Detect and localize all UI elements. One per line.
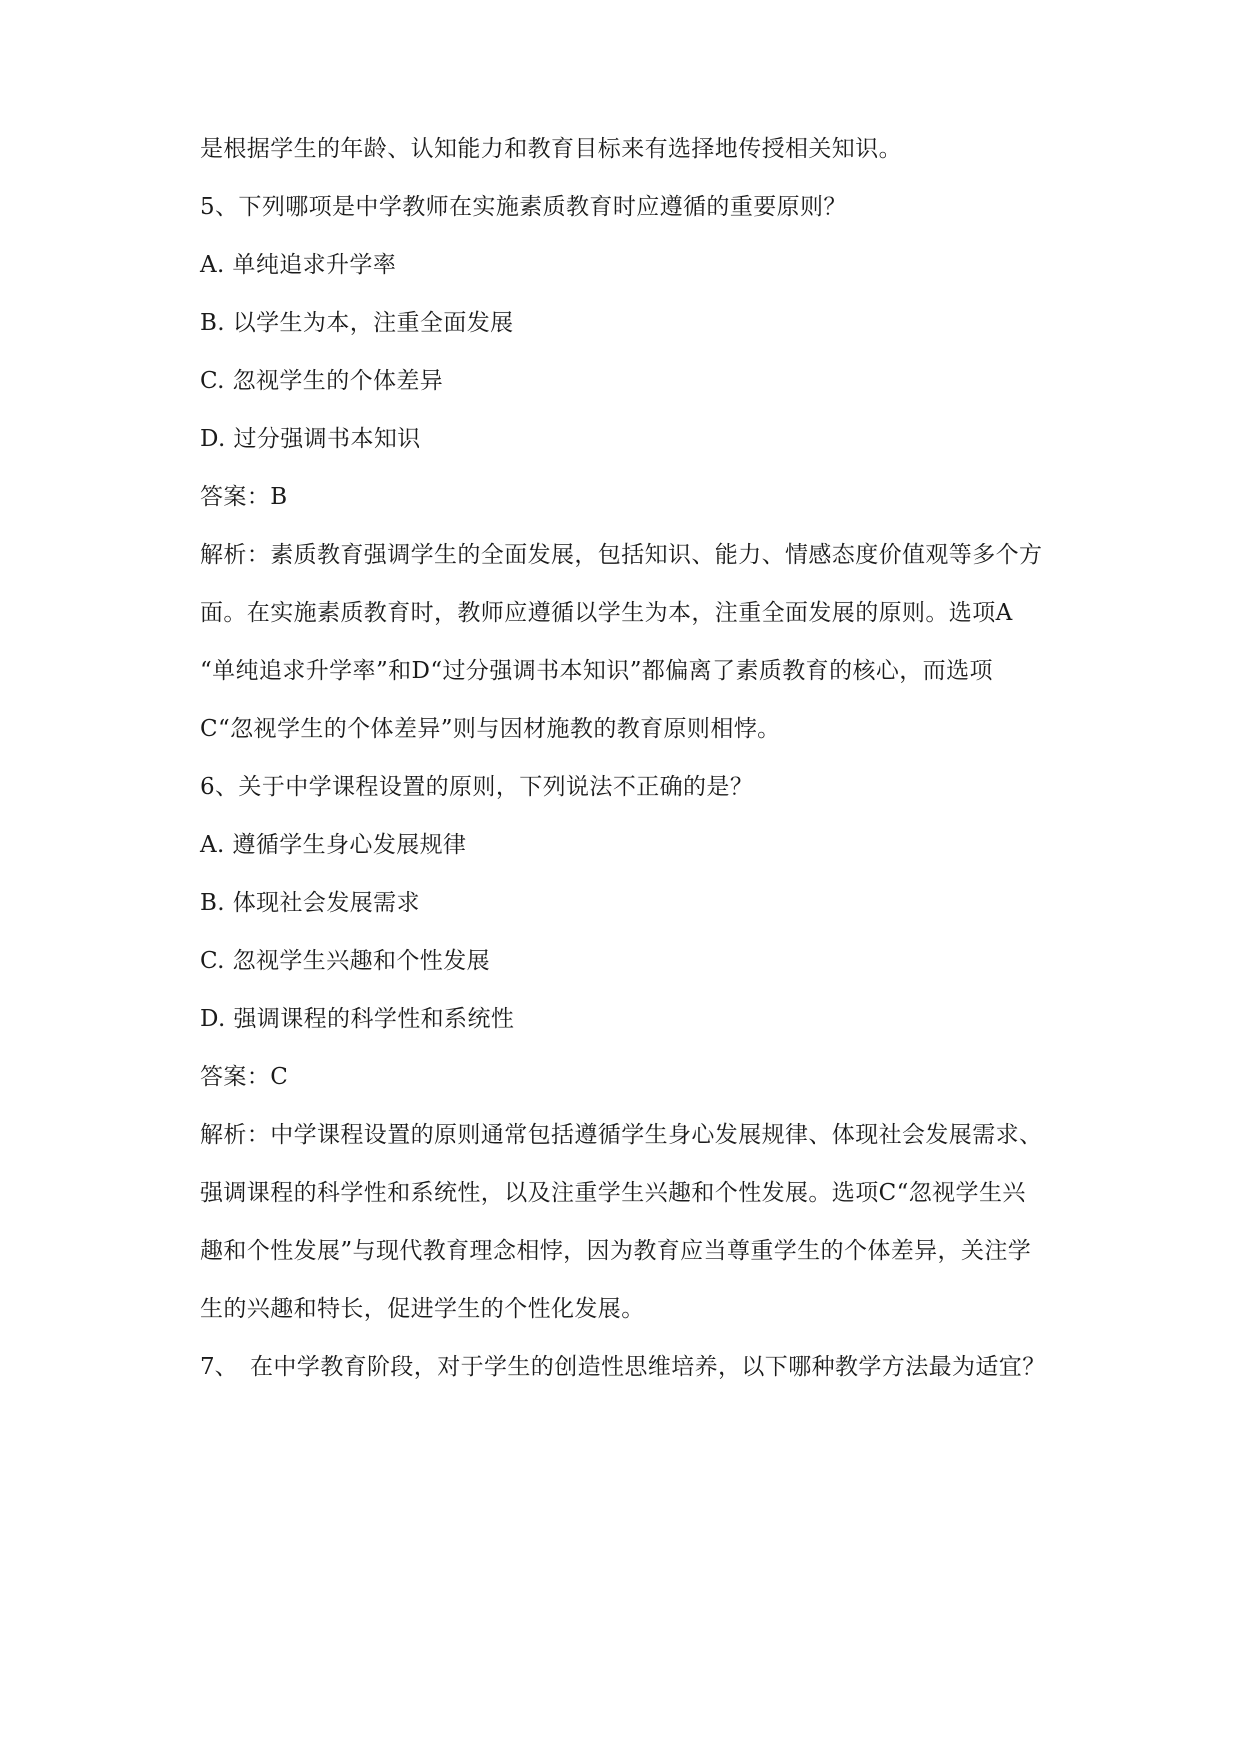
question-5-answer: 答案：B (200, 484, 288, 510)
question-5-explanation-line: 解析：素质教育强调学生的全面发展，包括知识、能力、情感态度价值观等多个方 (200, 542, 1043, 568)
question-6-explanation-line: 生的兴趣和特长，促进学生的个性化发展。 (200, 1296, 645, 1322)
question-6-text: 6、关于中学课程设置的原则，下列说法不正确的是？ (200, 774, 754, 800)
question-5-option-c: C. 忽视学生的个体差异 (200, 368, 444, 394)
question-5-explanation-line: C“忽视学生的个体差异”则与因材施教的教育原则相悖。 (200, 716, 781, 742)
question-6-option-c: C. 忽视学生兴趣和个性发展 (200, 948, 491, 974)
question-6-answer: 答案：C (200, 1064, 289, 1090)
question-5-option-d: D. 过分强调书本知识 (200, 426, 421, 452)
question-5-explanation-line: “单纯追求升学率”和D“过分强调书本知识”都偏离了素质教育的核心，而选项 (200, 658, 993, 684)
question-6-explanation-line: 强调课程的科学性和系统性，以及注重学生兴趣和个性发展。选项C“忽视学生兴 (200, 1180, 1026, 1206)
question-7-text: 在中学教育阶段，对于学生的创造性思维培养，以下哪种教学方法最为适宜？ (250, 1354, 1046, 1380)
question-5-option-b: B. 以学生为本，注重全面发展 (200, 310, 514, 336)
question-7-number: 7、 (200, 1354, 238, 1380)
question-6-explanation-line: 趣和个性发展”与现代教育理念相悖，因为教育应当尊重学生的个体差异，关注学 (200, 1238, 1032, 1264)
question-6-option-d: D. 强调课程的科学性和系统性 (200, 1006, 515, 1032)
question-5-text: 5、下列哪项是中学教师在实施素质教育时应遵循的重要原则？ (200, 194, 847, 220)
question-5-option-a: A. 单纯追求升学率 (200, 252, 397, 278)
previous-explanation-tail: 是根据学生的年龄、认知能力和教育目标来有选择地传授相关知识。 (200, 136, 902, 162)
question-5-explanation-line: 面。在实施素质教育时，教师应遵循以学生为本，注重全面发展的原则。选项A (200, 600, 1013, 626)
question-6-option-b: B. 体现社会发展需求 (200, 890, 420, 916)
question-6-explanation-line: 解析：中学课程设置的原则通常包括遵循学生身心发展规律、体现社会发展需求、 (200, 1122, 1043, 1148)
question-6-option-a: A. 遵循学生身心发展规律 (200, 832, 467, 858)
